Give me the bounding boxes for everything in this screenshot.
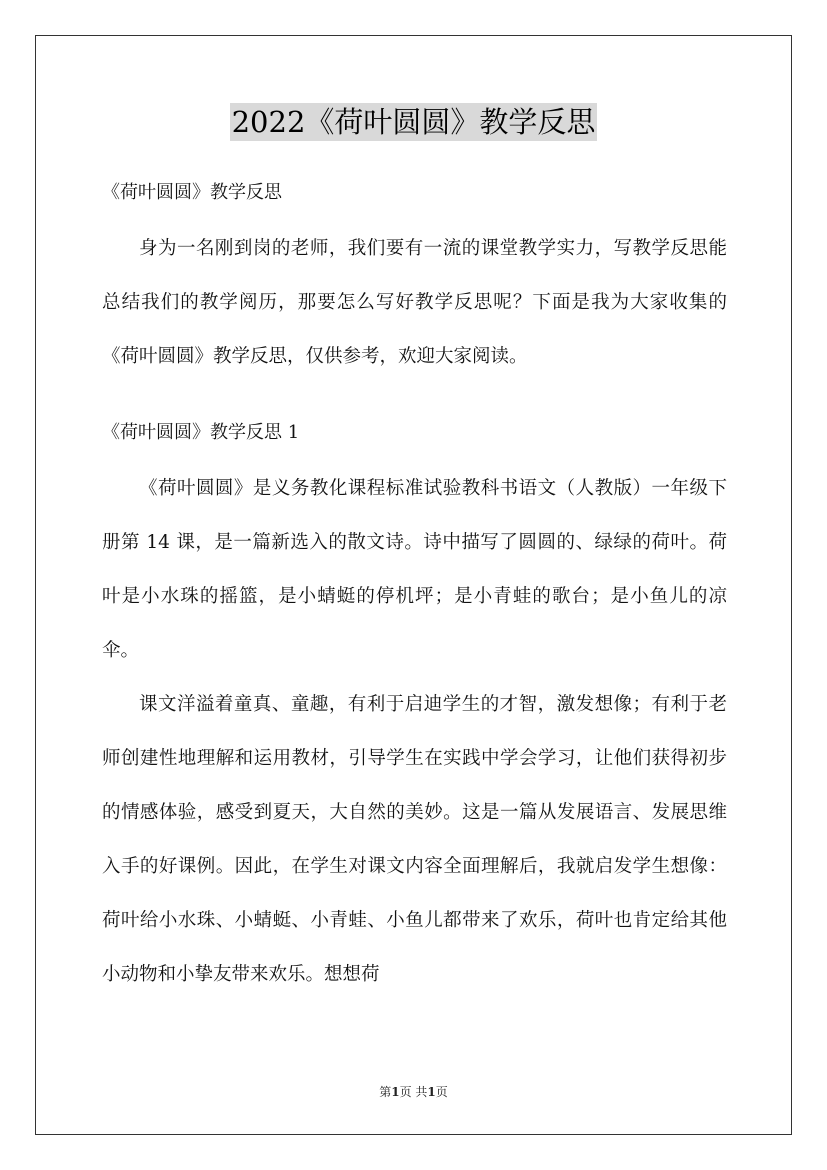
subtitle-heading: 《荷叶圆圆》教学反思 xyxy=(102,182,282,203)
footer-suffix: 页 xyxy=(435,1085,448,1099)
footer-prefix: 第 xyxy=(379,1085,392,1099)
total-page-number: 1 xyxy=(427,1085,436,1099)
footer-mid: 页 共 xyxy=(399,1085,428,1099)
page-footer xyxy=(0,1083,827,1100)
current-page-number: 1 xyxy=(391,1085,400,1099)
title-container xyxy=(0,103,827,141)
document-title: 2022《荷叶圆圆》教学反思 xyxy=(231,105,596,139)
body-paragraph-1: 《荷叶圆圆》是义务教化课程标准试验教科书语文（人教版）一年级下册第 14 课，是一篇新选入的散文诗。诗中描写了圆圆的、绿绿的荷叶。荷叶是小水珠的摇篮，是小蜻蜓的停机坪；是小青蛙的歌台；是小鱼儿的凉伞。 xyxy=(102,478,727,661)
body-paragraph-2: 课文洋溢着童真、童趣，有利于启迪学生的才智，激发想像；有利于老师创建性地理解和运用教材，引导学生在实践中学会学习，让他们获得初步的情感体验，感受到夏天，大自然的美妙。这是一篇从发展语言、发展思维入手的好课例。因此，在学生对课文内容全面理解后，我就启发学生想像：荷叶给小水珠、小蜻蜓、小青蛙、小鱼儿都带来了欢乐，荷叶也肯定给其他小动物和小挚友带来欢乐。想想荷 xyxy=(102,694,727,985)
spacer xyxy=(102,384,727,410)
document-body xyxy=(102,170,727,1002)
intro-paragraph: 身为一名刚到岗的老师，我们要有一流的课堂教学实力，写教学反思能总结我们的教学阅历，那要怎么写好教学反思呢？下面是我为大家收集的《荷叶圆圆》教学反思，仅供参考，欢迎大家阅读。 xyxy=(102,238,727,367)
section-heading: 《荷叶圆圆》教学反思 1 xyxy=(102,422,300,443)
